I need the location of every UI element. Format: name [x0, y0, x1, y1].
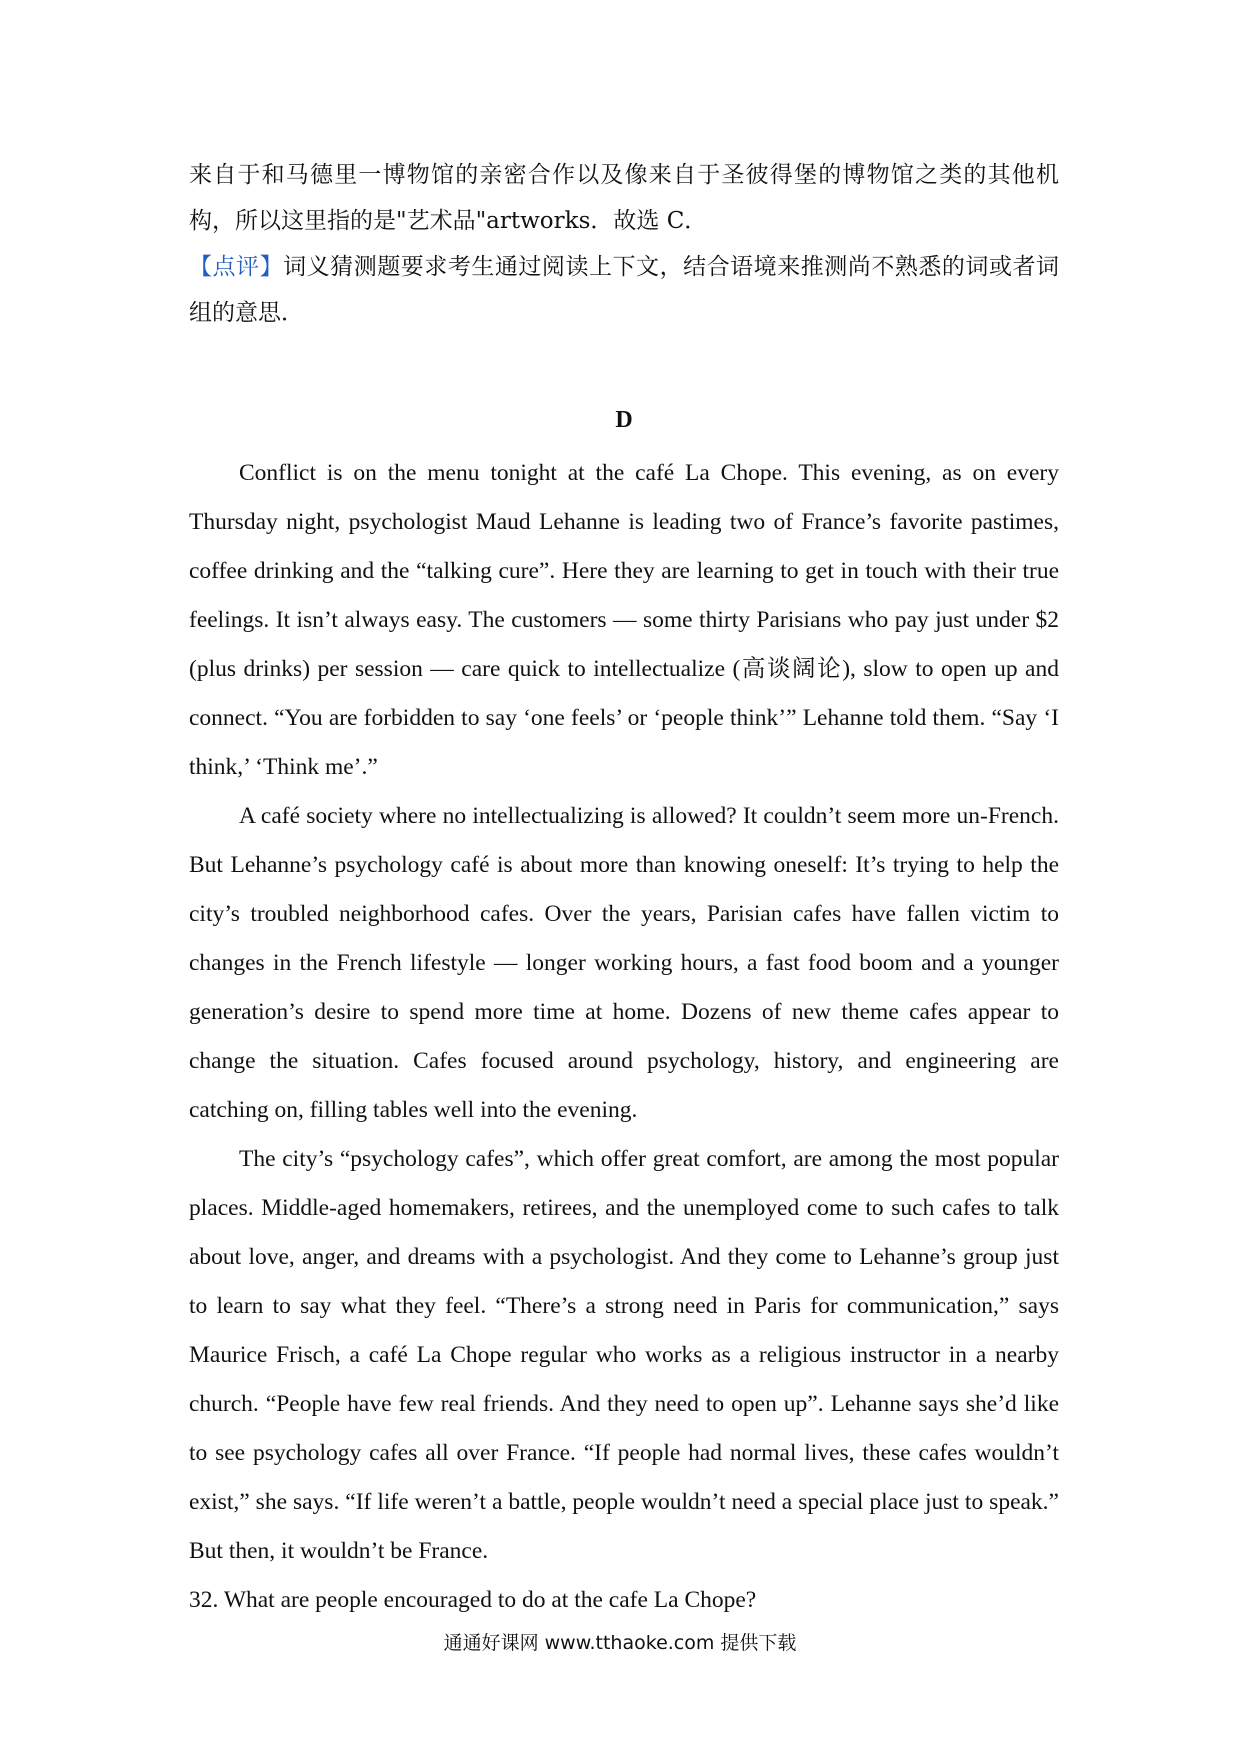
previous-explanation: 来自于和马德里一博物馆的亲密合作以及像来自于圣彼得堡的博物馆之类的其他机构，所以这里指的是"艺术品"artworks．故选 C．	[189, 162, 1059, 234]
reading-passage	[189, 449, 1059, 1625]
comment-text: 词义猜测题要求考生通过阅读上下文，结合语境来推测尚不熟悉的词或者词组的意思．	[189, 254, 1060, 326]
question-32: 32. What are people encouraged to do at the cafe La Chope?	[189, 1587, 757, 1613]
section-title: D	[615, 407, 633, 433]
comment-tag: 【点评】	[189, 254, 284, 280]
document-page	[189, 152, 1060, 1613]
page-footer: 通通好课网 www.tthaoke.com 提供下载	[443, 1632, 797, 1654]
passage-paragraph-1: Conflict is on the menu tonight at the café La Chope. This evening, as on every Thursday night, psychologist Maud Lehanne is leading two of France’s favorite pastimes, coffee drinking and the “talking cure”. Here they are learning to get in touch with their true feelings. It isn’t always easy. The customers — some thirty Parisians who pay just under $2 (plus drinks) per session — care quick to intellectualize (高谈阔论), slow to open up and connect. “You are forbidden to say ‘one feels’ or ‘people think’” Lehanne told them. “Say ‘I think,’ ‘Think me’.”	[189, 460, 1059, 780]
comment-block	[189, 244, 1059, 336]
passage-paragraph-2: A café society where no intellectualizing is allowed? It couldn’t seem more un-French. But Lehanne’s psychology café is about more than knowing oneself: It’s trying to help the city’s troubled neighborhood cafes. Over the years, Parisian cafes have fallen victim to changes in the French lifestyle — longer working hours, a fast food boom and a younger generation’s desire to spend more time at home. Dozens of new theme cafes appear to change the situation. Cafes focused around psychology, history, and engineering are catching on, filling tables well into the evening.	[189, 803, 1059, 1123]
passage-paragraph-3: The city’s “psychology cafes”, which offer great comfort, are among the most popular places. Middle-aged homemakers, retirees, and the unemployed come to such cafes to talk about love, anger, and dreams with a psychologist. And they come to Lehanne’s group just to learn to say what they feel. “There’s a strong need in Paris for communication,” says Maurice Frisch, a café La Chope regular who works as a religious instructor in a nearby church. “People have few real friends. And they need to open up”. Lehanne says she’d like to see psychology cafes all over France. “If people had normal lives, these cafes wouldn’t exist,” she says. “If life weren’t a battle, people wouldn’t need a special place just to speak.” But then, it wouldn’t be France.	[189, 1146, 1059, 1564]
